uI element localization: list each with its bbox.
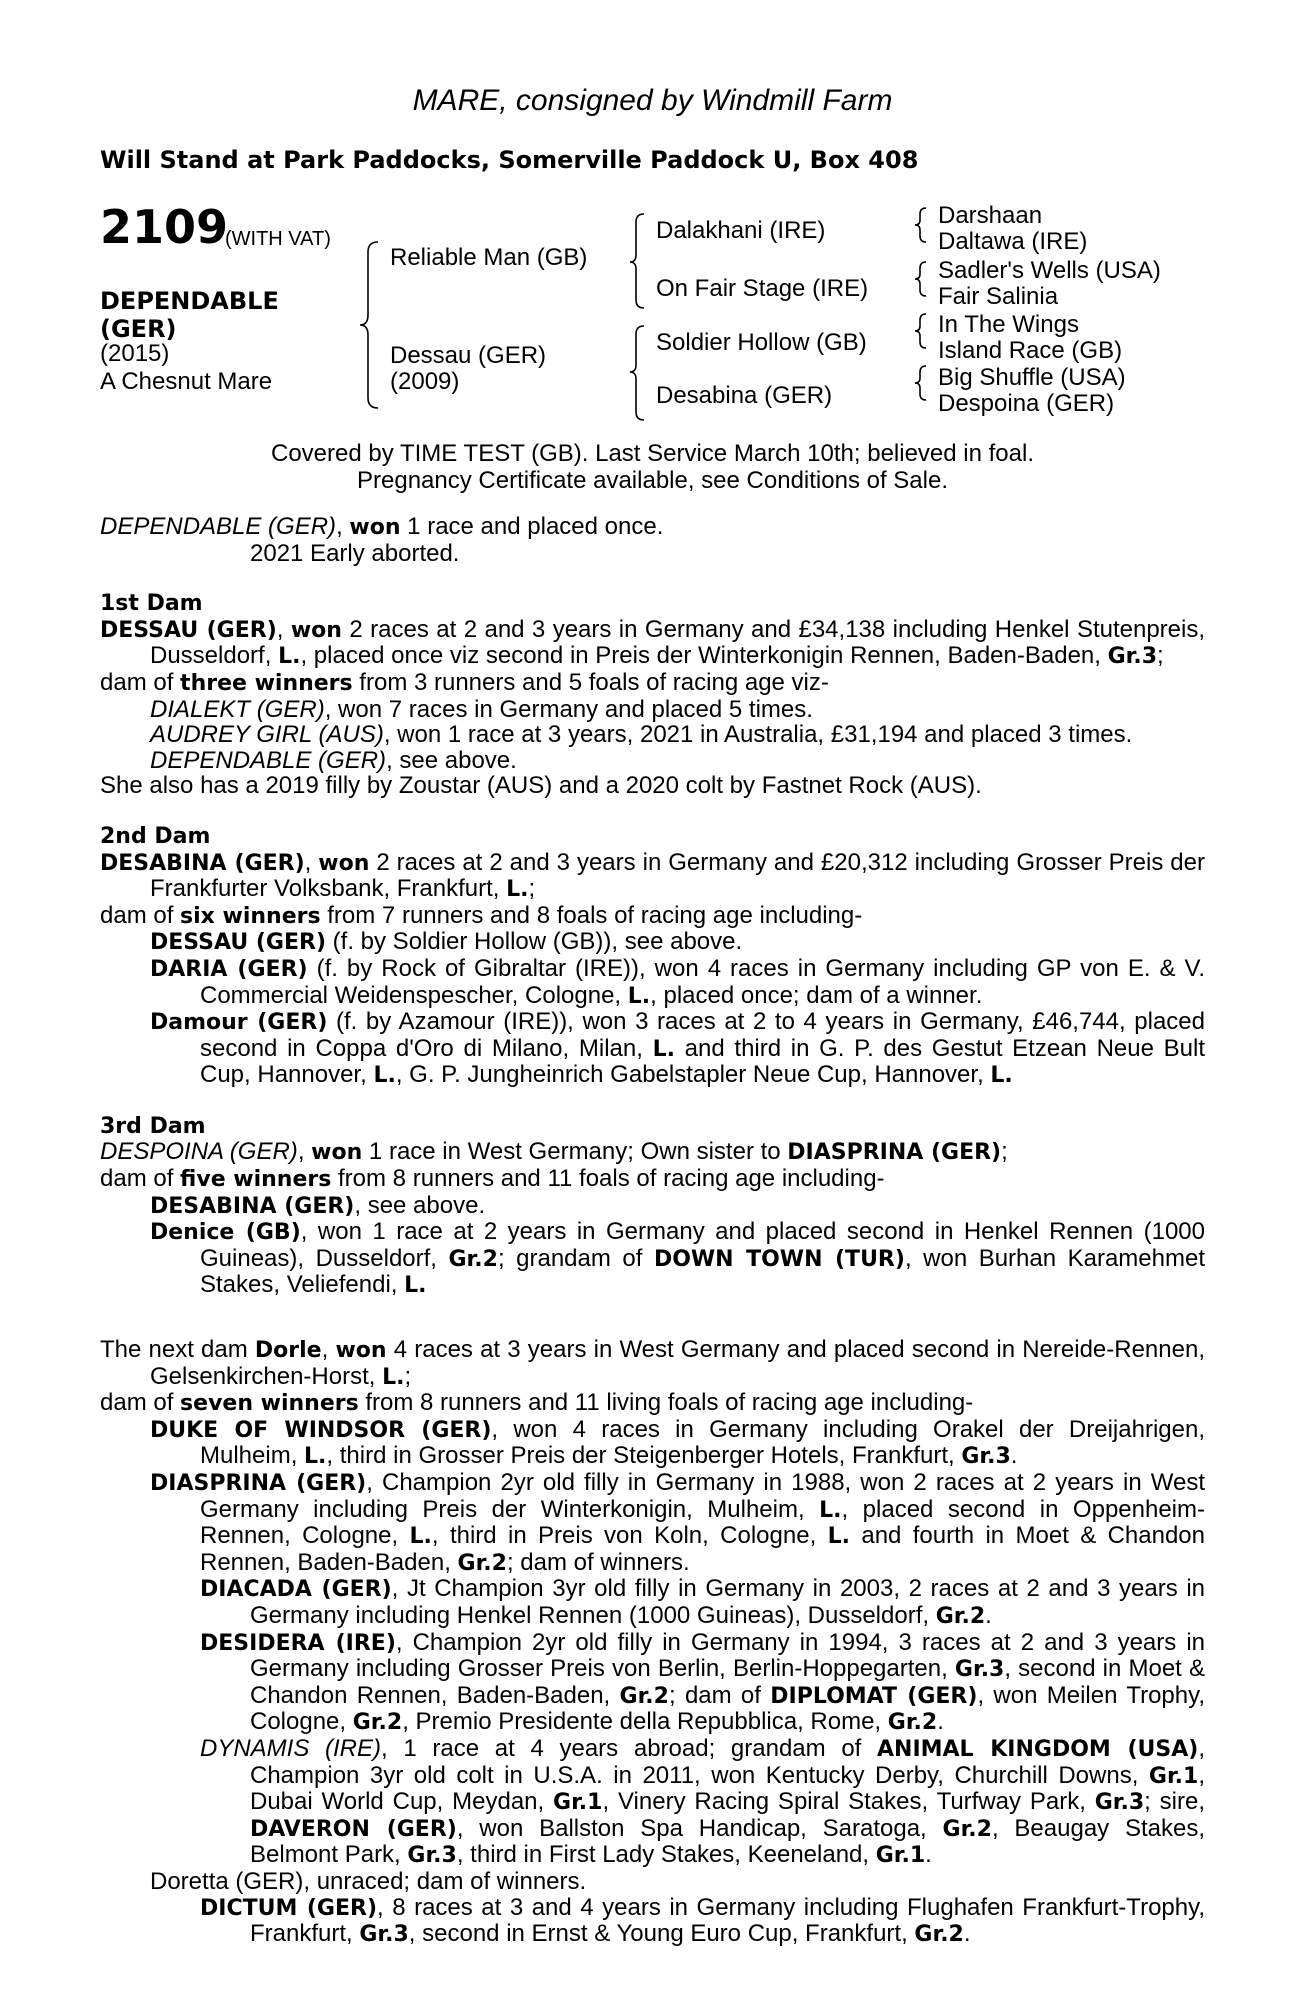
pedigree-dam-dam: Desabina (GER) <box>656 382 833 409</box>
horse-description: A Chesnut Mare <box>100 368 273 395</box>
second-dam-offspring-2: DARIA (GER) (f. by Rock of Gibraltar (IRE)), won 4 races in Germany including GP von E. & V. Commercial Weidenspescher, Cologne, L., placed once; dam of a winner. <box>150 954 1205 1009</box>
first-dam-offspring-1: DIALEKT (GER), won 7 races in Germany and placed 5 times. <box>150 695 813 723</box>
pedigree-sire-sire: Dalakhani (IRE) <box>656 217 826 244</box>
pedigree-dsd: Island Race (GB) <box>938 337 1123 364</box>
second-dam-record: DESABINA (GER), won 2 races at 2 and 3 years in Germany and £20,312 including Grosser Preis der Frankfurter Volksbank, Frankfurt, L.; <box>100 848 1205 903</box>
grand-offspring-desidera: DESIDERA (IRE), Champion 2yr old filly in Germany in 1994, 3 races at 2 and 3 years in Germany including Grosser Preis von Berlin, Berlin-Hoppegarten, Gr.3, second in Moet & Chandon Rennen, Baden-Baden, Gr.2; dam of DIPLOMAT (GER), won Meilen Trophy, Cologne, Gr.2, Premio Presidente della Repubblica, Rome, Gr.2. <box>200 1628 1206 1736</box>
next-dam-offspring-duke: DUKE OF WINDSOR (GER), won 4 races in Germany including Orakel der Dreijahrigen, Mulheim, L., third in Grosser Preis der Steigenberger Hotels, Frankfurt, Gr.3. <box>150 1415 1205 1470</box>
foaling-year: (2015) <box>100 340 170 367</box>
next-dam-offspring-doretta: Doretta (GER), unraced; dam of winners. <box>150 1867 587 1895</box>
covering-note <box>100 440 1205 494</box>
first-dam-record: DESSAU (GER), won 2 races at 2 and 3 years in Germany and £34,138 including Henkel Stutenpreis, Dusseldorf, L., placed once viz second in Preis der Winterkonigin Rennen, Baden-Baden, Gr.3; <box>100 615 1206 670</box>
second-dam-produce: dam of six winners from 7 runners and 8 foals of racing age including- <box>100 901 863 929</box>
pedigree-sds: Sadler's Wells (USA) <box>938 257 1161 284</box>
grand-offspring-dictum: DICTUM (GER), 8 races at 3 and 4 years in Germany including Flughafen Frankfurt-Trophy, Frankfurt, Gr.3, second in Ernst & Young Euro Cup, Frankfurt, Gr.2. <box>200 1893 1205 1948</box>
third-dam-record: DESPOINA (GER), won 1 race in West Germany; Own sister to DIASPRINA (GER); <box>100 1138 1008 1166</box>
horse-name-line1: DEPENDABLE <box>100 287 279 315</box>
third-dam-offspring-1: DESABINA (GER), see above. <box>150 1191 486 1219</box>
pedigree-dam-sire: Soldier Hollow (GB) <box>656 329 867 356</box>
first-dam-offspring-3: DEPENDABLE (GER), see above. <box>150 746 517 774</box>
pedigree-dss: In The Wings <box>938 311 1079 338</box>
first-dam-produce: dam of three winners from 3 runners and 5 foals of racing age viz- <box>100 668 829 696</box>
lot-number: 2109 <box>100 200 229 254</box>
pedigree-sss: Darshaan <box>938 202 1043 229</box>
pedigree-ddd: Despoina (GER) <box>938 390 1115 417</box>
third-dam-offspring-2: Denice (GB), won 1 race at 2 years in Germany and placed second in Henkel Rennen (1000 Guineas), Dusseldorf, Gr.2; grandam of DOWN TOWN (TUR), won Burhan Karamehmet Stakes, Veliefendi, L. <box>150 1218 1205 1299</box>
grand-offspring-diacada: DIACADA (GER), Jt Champion 3yr old filly in Germany in 2003, 2 races at 2 and 3 years in Germany including Henkel Rennen (1000 Guineas), Dusseldorf, Gr.2. <box>200 1575 1205 1629</box>
second-dam-offspring-3: Damour (GER) (f. by Azamour (IRE)), won 3 races at 2 to 4 years in Germany, £46,744, placed second in Coppa d'Oro di Milano, Milan, L. and third in G. P. des Gestut Etzean Neue Bult Cup, Hannover, L., G. P. Jungheinrich Gabelstapler Neue Cup, Hannover, L. <box>150 1008 1205 1089</box>
third-dam-heading: 3rd Dam <box>100 1113 206 1139</box>
race-record-note: 2021 Early aborted. <box>250 539 460 567</box>
second-dam-offspring-1: DESSAU (GER) (f. by Soldier Hollow (GB)), see above. <box>150 928 743 956</box>
pedigree-dds: Big Shuffle (USA) <box>938 364 1126 391</box>
covering-line1: Covered by TIME TEST (GB). Last Service March 10th; believed in foal. <box>271 440 1034 467</box>
third-dam-produce: dam of five winners from 8 runners and 11 foals of racing age including- <box>100 1165 885 1193</box>
pedigree-sdd: Fair Salinia <box>938 283 1059 310</box>
pedigree-ssd: Daltawa (IRE) <box>938 228 1088 255</box>
page-title: MARE, consigned by Windmill Farm <box>412 84 893 117</box>
pedigree-sire-dam: On Fair Stage (IRE) <box>656 275 869 302</box>
catalogue-body <box>100 514 1205 1948</box>
covering-line2: Pregnancy Certificate available, see Conditions of Sale. <box>357 467 948 494</box>
vat-label: (WITH VAT) <box>225 228 331 250</box>
pedigree-dam-year: (2009) <box>390 368 460 395</box>
grand-offspring-dynamis: DYNAMIS (IRE), 1 race at 4 years abroad; grandam of ANIMAL KINGDOM (USA), Champion 3yr old colt in U.S.A. in 2011, won Kentucky Derby, Churchill Downs, Gr.1, Dubai World Cup, Meydan, Gr.1, Vinery Racing Spiral Stakes, Turfway Park, Gr.3; sire, DAVERON (GER), won Ballston Spa Handicap, Saratoga, Gr.2, Beaugay Stakes, Belmont Park, Gr.3, third in First Lady Stakes, Keeneland, Gr.1. <box>200 1734 1205 1869</box>
first-dam-also: She also has a 2019 filly by Zoustar (AUS) and a 2020 colt by Fastnet Rock (AUS). <box>100 772 982 800</box>
next-dam-record: The next dam Dorle, won 4 races at 3 years in West Germany and placed second in Nereide-Rennen, Gelsenkirchen-Horst, L.; <box>100 1336 1205 1390</box>
first-dam-heading: 1st Dam <box>100 591 203 617</box>
horse-name-line2: (GER) <box>100 315 177 343</box>
next-dam-offspring-diasprina: DIASPRINA (GER), Champion 2yr old filly in Germany in 1988, won 2 races at 2 years in West Germany including Preis der Winterkonigin, Mulheim, L., placed second in Oppenheim-Rennen, Cologne, L., third in Preis von Koln, Cologne, L. and fourth in Moet & Chandon Rennen, Baden-Baden, Gr.2; dam of winners. <box>150 1469 1206 1576</box>
first-dam-offspring-2: AUDREY GIRL (AUS), won 1 race at 3 years, 2021 in Australia, £31,194 and placed 3 times. <box>150 721 1133 749</box>
race-record: DEPENDABLE (GER), won 1 race and placed once. <box>100 513 664 540</box>
stand-location: Will Stand at Park Paddocks, Somerville Paddock U, Box 408 <box>100 146 919 174</box>
second-dam-heading: 2nd Dam <box>100 823 211 849</box>
pedigree-sire: Reliable Man (GB) <box>390 244 588 271</box>
pedigree-dam: Dessau (GER) <box>390 342 547 369</box>
next-dam-produce: dam of seven winners from 8 runners and 11 living foals of racing age including- <box>100 1389 974 1417</box>
